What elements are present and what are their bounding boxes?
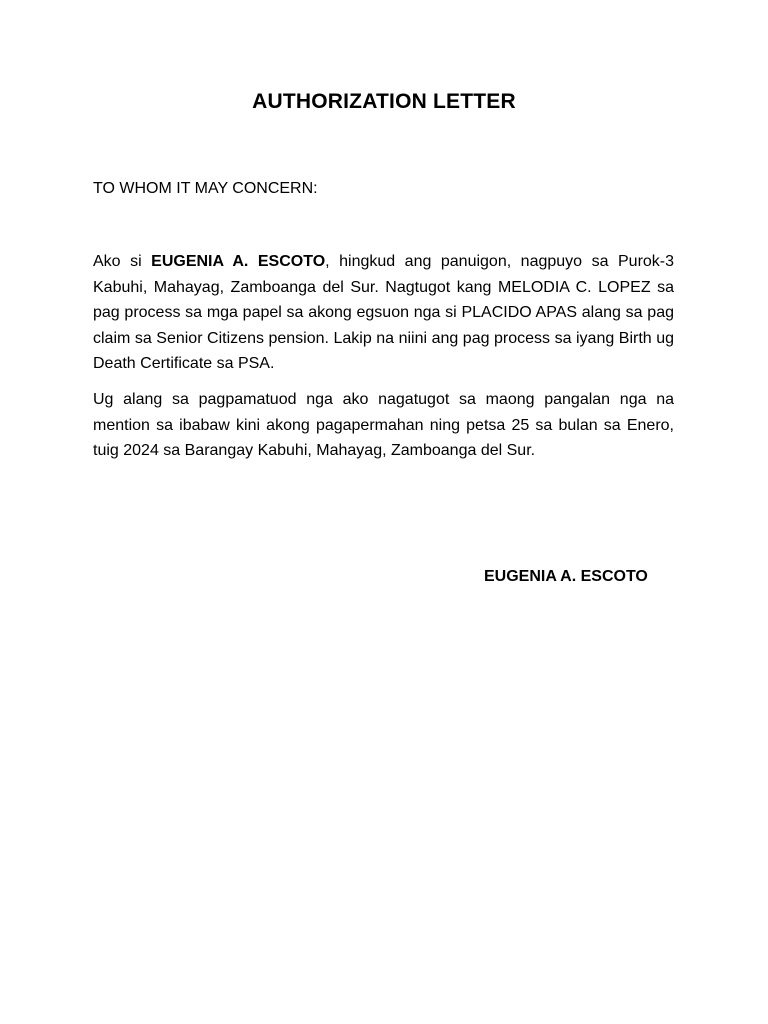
- paragraph-authorization: [93, 249, 674, 377]
- paragraph-prefix: Ako si: [93, 253, 152, 270]
- grantor-name: EUGENIA A. ESCOTO: [151, 253, 326, 270]
- paragraph-body: , hingkud ang panuigon, nagpuyo sa Purok-3 Kabuhi, Mahayag, Zamboanga del Sur. Nagtugot kang MELODIA C. LOPEZ sa pag process sa mga papel sa akong egsuon nga si PLACIDO APAS alang sa pag claim sa Senior Citizens pension. Lakip na niini ang pag process sa iyang Birth ug Death Certificate sa PSA.: [93, 253, 675, 372]
- letter-title: AUTHORIZATION LETTER: [252, 90, 516, 113]
- paragraph-attestation: Ug alang sa pagpamatuod nga ako nagatugot sa maong pangalan nga na mention sa ibabaw kini akong pagapermahan ning petsa 25 sa bulan sa Enero, tuig 2024 sa Barangay Kabuhi, Mahayag, Zamboanga del Sur.: [93, 391, 674, 459]
- signature-name: EUGENIA A. ESCOTO: [484, 568, 648, 585]
- salutation: TO WHOM IT MAY CONCERN:: [93, 180, 318, 197]
